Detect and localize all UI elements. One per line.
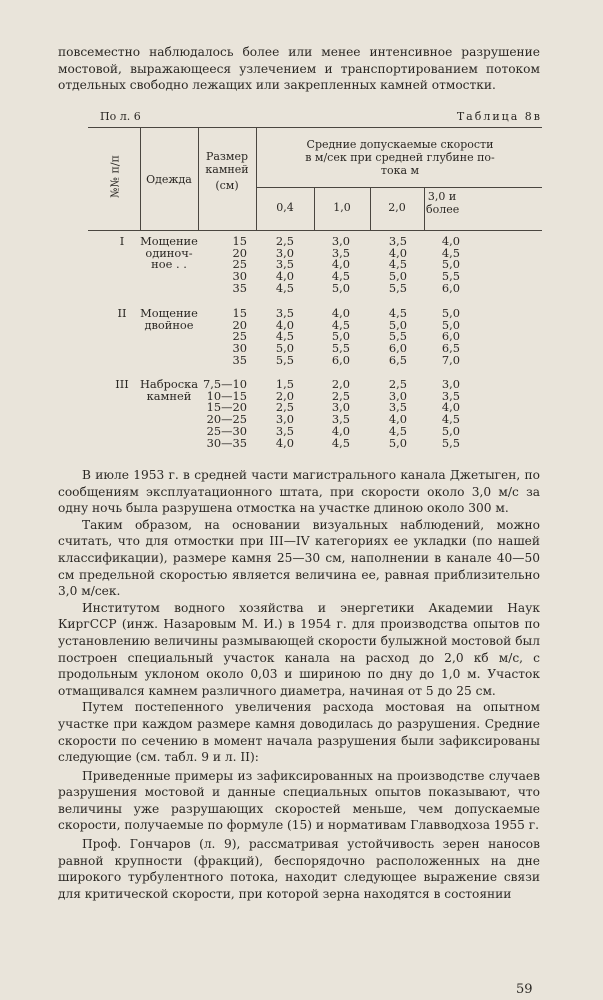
paragraph: Приведенные примеры из зафиксированных на производстве случаев разрушения мостовой и данные специальных опытов показывают, что величины уже разрушающих скоростей меньше, чем допускаемые скорости, получаемые по формуле (15) и нормативам Главводхоза 1955 г.: [58, 768, 540, 833]
speed-cell: 3,0: [331, 400, 350, 415]
speed-cell: 3,5: [388, 234, 407, 248]
speed-cell: 5,0: [331, 329, 350, 344]
col-divider-3: [256, 127, 257, 230]
size-cell: 25: [232, 257, 247, 272]
group-number: I: [119, 234, 125, 248]
speed-cell: 4,0: [275, 317, 294, 332]
paragraph: Проф. Гончаров (л. 9), рассматривая устойчивость зерен наносов равной крупности (фракций), беспорядочно расположенных на дне широкого турбулентного потока, находит следующее выражение связи для критической скорости, при которой зерна находятся в состоянии: [58, 837, 540, 901]
speed-cell: 5,0: [441, 257, 460, 272]
size-cell: 20: [232, 245, 247, 260]
table-source-label: По л. 6: [100, 110, 141, 123]
speed-cell: 4,5: [441, 245, 460, 260]
speed-cell: 4,0: [388, 245, 407, 260]
speed-cell: 3,0: [388, 388, 407, 403]
speed-cell: 4,5: [388, 306, 407, 320]
table-header-rule: [88, 230, 542, 231]
header-speeds: Средние допускаемые скорости в м/сек при средней глубине по- тока м: [305, 138, 495, 177]
size-cell: 35: [232, 352, 247, 367]
speed-cell: 3,0: [275, 412, 294, 427]
table-top-rule: [88, 127, 542, 128]
speed-cell: 1,5: [275, 377, 294, 391]
paragraph: В июле 1953 г. в средней части магистрального канала Джетыген, по сообщениям эксплуатационного штата, при скорости около 3,0 м/с за одну ночь была разрушена отмостка на участке длиною около 300 м.: [58, 468, 540, 516]
speed-cell: 5,5: [441, 269, 460, 284]
speed-cell: 5,0: [441, 317, 460, 332]
col-divider-1: [140, 127, 141, 230]
speed-cell: 2,5: [275, 234, 294, 248]
speed-cell: 2,5: [275, 400, 294, 415]
speed-cell: 6,5: [388, 352, 407, 367]
speed-cell: 3,5: [275, 306, 294, 320]
speed-cell: 4,5: [441, 412, 460, 427]
group-number: II: [117, 306, 127, 320]
table-number-label: Таблица 8в: [456, 110, 542, 123]
speed-cell: 4,5: [388, 423, 407, 438]
header-clothing: Одежда: [146, 173, 192, 186]
speed-cell: 5,5: [331, 341, 350, 356]
clothing-label: Наброска: [140, 377, 199, 391]
speed-cell: 5,0: [388, 317, 407, 332]
speed-cell: 4,0: [441, 234, 460, 248]
speed-cell: 4,0: [331, 423, 350, 438]
speed-cell: 4,0: [331, 257, 350, 272]
speed-cell: 5,0: [388, 435, 407, 450]
speed-cell: 5,5: [441, 435, 460, 450]
speed-cell: 3,5: [275, 257, 294, 272]
speed-cell: 3,5: [331, 245, 350, 260]
speed-cell: 3,0: [275, 245, 294, 260]
size-cell: 25—30: [206, 423, 247, 438]
header-depth-0.4: 0,4: [276, 201, 294, 214]
speed-cell: 4,0: [331, 306, 350, 320]
speed-cell: 2,0: [331, 377, 350, 391]
speed-cell: 5,0: [275, 341, 294, 356]
speed-cell: 4,5: [331, 435, 350, 450]
speed-cell: 2,5: [331, 388, 350, 403]
speed-cell: 3,0: [441, 377, 460, 391]
page-number: 59: [516, 982, 533, 997]
size-cell: 20—25: [206, 412, 247, 427]
speed-cell: 2,5: [388, 377, 407, 391]
clothing-label: Мощение: [140, 234, 198, 248]
col-divider-6: [424, 187, 425, 230]
speed-cell: 6,0: [441, 280, 460, 295]
clothing-label: камней: [146, 388, 192, 403]
speed-cell: 4,0: [275, 435, 294, 450]
speed-cell: 4,5: [331, 317, 350, 332]
group-number: III: [115, 377, 129, 391]
speed-cell: 5,0: [441, 423, 460, 438]
paragraph: Таким образом, на основании визуальных наблюдений, можно считать, что для отмостки при III—IV категориях ее укладки (по нашей классификации), размере камня 25—30 см, наполнении в канале 40—50 см предельной скоростью является величина ее, равная приблизительно 3,0 м/сек.: [58, 517, 540, 599]
clothing-label: Мощение: [140, 306, 198, 320]
speed-cell: 5,5: [275, 352, 294, 367]
size-cell: 30: [232, 341, 247, 356]
size-cell: 15—20: [206, 400, 247, 415]
speed-cell: 7,0: [441, 352, 460, 367]
size-cell: 10—15: [206, 388, 247, 403]
speed-cell: 5,0: [331, 280, 350, 295]
speed-cell: 3,5: [388, 400, 407, 415]
size-cell: 30—35: [206, 435, 247, 450]
speed-cell: 5,5: [388, 280, 407, 295]
speed-cell: 6,5: [441, 341, 460, 356]
speed-cell: 2,0: [275, 388, 294, 403]
speed-cell: 3,5: [331, 412, 350, 427]
header-depth-2.0: 2,0: [388, 201, 406, 214]
speed-cell: 5,0: [388, 269, 407, 284]
paragraph: Институтом водного хозяйства и энергетики Академии Наук КиргССР (инж. Назаровым М. И.) в 1954 г. для производства опытов по установлению величины размывающей скорости булыжной мостовой был построен специальный участок канала на расход до 2,0 кб м/с, с продольным уклоном около 0,03 и шириною по дну до 1,0 м. Участок отмащивался камнем различного диаметра, начиная от 5 до 25 см.: [58, 600, 540, 698]
size-cell: 35: [232, 280, 247, 295]
paragraph: Путем постепенного увеличения расхода мостовая на опытном участке при каждом размере камня доводилась до разрушения. Средние скорости по сечению в момент начала разрушения были зафиксированы следующие (см. табл. 9 и л. II):: [58, 700, 540, 765]
speed-cell: 4,5: [388, 257, 407, 272]
header-row-number: №№ п/п: [108, 155, 122, 198]
col-divider-5: [370, 187, 371, 230]
speed-cell: 3,5: [275, 423, 294, 438]
speed-cell: 6,0: [331, 352, 350, 367]
speed-cell: 5,5: [388, 329, 407, 344]
size-cell: 25: [232, 329, 247, 344]
size-cell: 7,5—10: [203, 377, 247, 391]
speed-cell: 4,0: [275, 269, 294, 284]
speed-cell: 3,0: [331, 234, 350, 248]
speed-cell: 4,0: [441, 400, 460, 415]
intro-paragraph: повсеместно наблюдалось более или менее интенсивное разрушение мостовой, выражающееся узлечением и транспортированием потоком отдельных свободно лежащих или закрепленных камней отмостки.: [58, 45, 540, 93]
speed-cell: 4,5: [331, 269, 350, 284]
clothing-label: ное . .: [151, 257, 187, 272]
size-cell: 15: [232, 306, 247, 320]
col-divider-4: [314, 187, 315, 230]
speed-cell: 4,5: [275, 280, 294, 295]
header-depth-3.0: 3,0 и более: [426, 190, 460, 216]
clothing-label: одиноч-: [145, 245, 193, 260]
size-cell: 20: [232, 317, 247, 332]
size-cell: 15: [232, 234, 247, 248]
header-size: Размер камней (см): [205, 150, 249, 192]
speed-cell: 6,0: [441, 329, 460, 344]
speed-cell: 5,0: [441, 306, 460, 320]
main-text: [58, 467, 540, 902]
speed-cell: 6,0: [388, 341, 407, 356]
speeds-subheader-rule: [256, 187, 542, 188]
speed-cell: 4,0: [388, 412, 407, 427]
clothing-label: двойное: [144, 317, 194, 332]
header-depth-1.0: 1,0: [333, 201, 351, 214]
speed-cell: 4,5: [275, 329, 294, 344]
size-cell: 30: [232, 269, 247, 284]
speed-cell: 3,5: [441, 388, 460, 403]
